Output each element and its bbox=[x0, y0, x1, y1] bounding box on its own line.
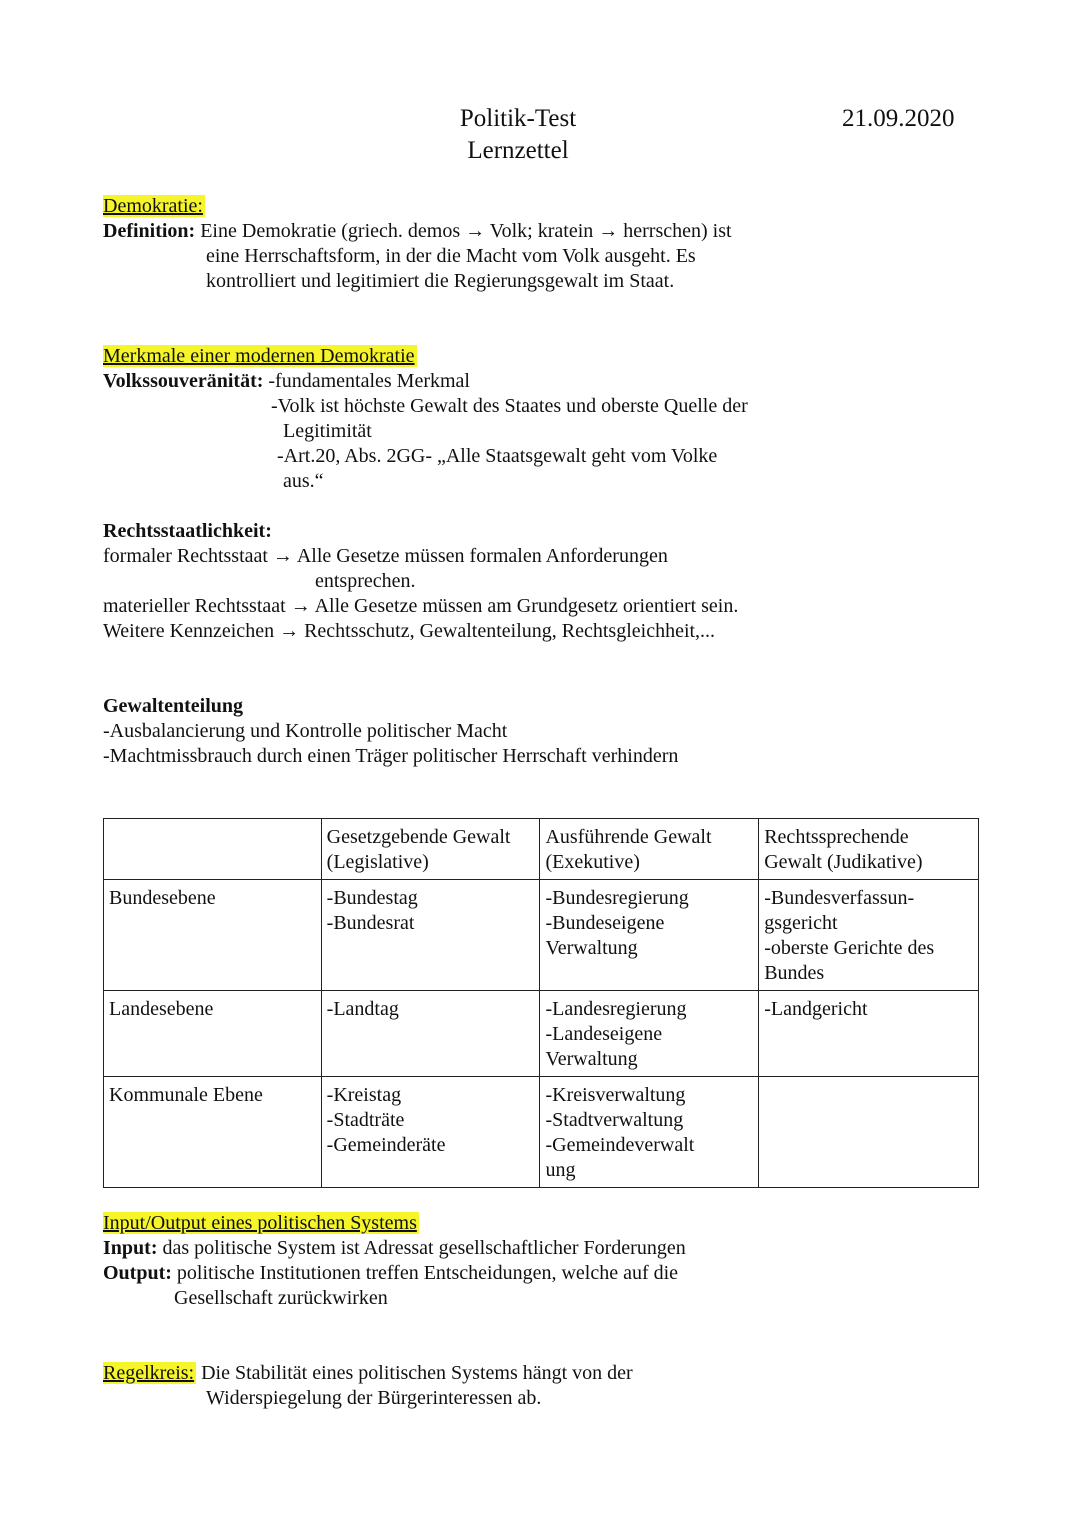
table-cell: -Kreisverwaltung -Stadtverwaltung -Gemeindeverwalt ung bbox=[540, 1077, 759, 1188]
io-output: Output: politische Institutionen treffen Entscheidungen, welche auf die bbox=[103, 1262, 679, 1284]
section-rechtsstaat-heading: Rechtsstaatlichkeit: bbox=[103, 520, 272, 542]
regelkreis-heading: Regelkreis: bbox=[103, 1362, 195, 1384]
table-header-cell: Ausführende Gewalt (Exekutive) bbox=[540, 819, 759, 880]
table-cell: -Bundesverfassun- gsgericht -oberste Gerichte des Bundes bbox=[759, 880, 979, 991]
volkssouveraenitaet-line: Legitimität bbox=[283, 420, 372, 442]
input-label: Input: bbox=[103, 1237, 158, 1259]
table-cell: -Bundesregierung -Bundeseigene Verwaltung bbox=[540, 880, 759, 991]
rechtsstaat-line: entsprechen. bbox=[315, 570, 416, 592]
volkssouveraenitaet-line: -Art.20, Abs. 2GG- „Alle Staatsgewalt geht vom Volke bbox=[277, 445, 718, 467]
volkssouveraenitaet-line: -Volk ist höchste Gewalt des Staates und oberste Quelle der bbox=[271, 395, 748, 417]
table-cell bbox=[759, 1077, 979, 1188]
table-header-cell: Gesetzgebende Gewalt (Legislative) bbox=[321, 819, 540, 880]
demokratie-definition-line: eine Herrschaftsform, in der die Macht vom Volk ausgeht. Es bbox=[206, 245, 696, 267]
table-row bbox=[104, 991, 979, 1077]
volkssouveraenitaet-line: aus.“ bbox=[283, 470, 324, 492]
regelkreis: Regelkreis: Die Stabilität eines politischen Systems hängt von der bbox=[103, 1362, 633, 1384]
section-demokratie-heading: Demokratie: bbox=[103, 195, 203, 217]
table-cell: -Landesregierung -Landeseigene Verwaltung bbox=[540, 991, 759, 1077]
gewaltenteilung-line: -Machtmissbrauch durch einen Träger politischer Herrschaft verhindern bbox=[103, 745, 679, 767]
io-output-line: Gesellschaft zurückwirken bbox=[174, 1287, 388, 1309]
table-cell: -Bundestag -Bundesrat bbox=[321, 880, 540, 991]
table-row bbox=[104, 880, 979, 991]
table-cell: Bundesebene bbox=[104, 880, 322, 991]
gewaltenteilung-line: -Ausbalancierung und Kontrolle politischer Macht bbox=[103, 720, 508, 742]
section-io-heading: Input/Output eines politischen Systems bbox=[103, 1212, 417, 1234]
demokratie-definition-line: kontrolliert und legitimiert die Regierungsgewalt im Staat. bbox=[206, 270, 675, 292]
table-header-cell bbox=[104, 819, 322, 880]
table-cell: Kommunale Ebene bbox=[104, 1077, 322, 1188]
volkssouveraenitaet: Volkssouveränität: -fundamentales Merkmal bbox=[103, 370, 470, 392]
section-gewaltenteilung-heading: Gewaltenteilung bbox=[103, 695, 243, 717]
page-title: Politik-Test bbox=[459, 105, 577, 132]
io-input: Input: das politische System ist Adressat gesellschaftlicher Forderungen bbox=[103, 1237, 686, 1259]
rechtsstaat-line: materieller Rechtsstaat → Alle Gesetze müssen am Grundgesetz orientiert sein. bbox=[103, 595, 739, 617]
table-row bbox=[104, 1077, 979, 1188]
rechtsstaat-line: Weitere Kennzeichen → Rechtsschutz, Gewaltenteilung, Rechtsgleichheit,... bbox=[103, 620, 716, 642]
volkssouveraenitaet-label: Volkssouveränität: bbox=[103, 370, 264, 392]
page-date: 21.09.2020 bbox=[842, 105, 955, 132]
section-merkmale-heading: Merkmale einer modernen Demokratie bbox=[103, 345, 415, 367]
output-label: Output: bbox=[103, 1262, 172, 1284]
definition-label: Definition: bbox=[103, 220, 196, 242]
table-header-cell: Rechtssprechende Gewalt (Judikative) bbox=[759, 819, 979, 880]
table-cell: -Landgericht bbox=[759, 991, 979, 1077]
table-cell: -Kreistag -Stadträte -Gemeinderäte bbox=[321, 1077, 540, 1188]
regelkreis-line: Widerspiegelung der Bürgerinteressen ab. bbox=[206, 1387, 542, 1409]
gewaltenteilung-table bbox=[103, 818, 979, 1188]
table-cell: -Landtag bbox=[321, 991, 540, 1077]
rechtsstaat-line: formaler Rechtsstaat → Alle Gesetze müssen formalen Anforderungen bbox=[103, 545, 668, 567]
page-subtitle: Lernzettel bbox=[467, 137, 569, 164]
table-header-row bbox=[104, 819, 979, 880]
demokratie-definition: Definition: Eine Demokratie (griech. demos → Volk; kratein → herrschen) ist bbox=[103, 220, 732, 242]
table-cell: Landesebene bbox=[104, 991, 322, 1077]
